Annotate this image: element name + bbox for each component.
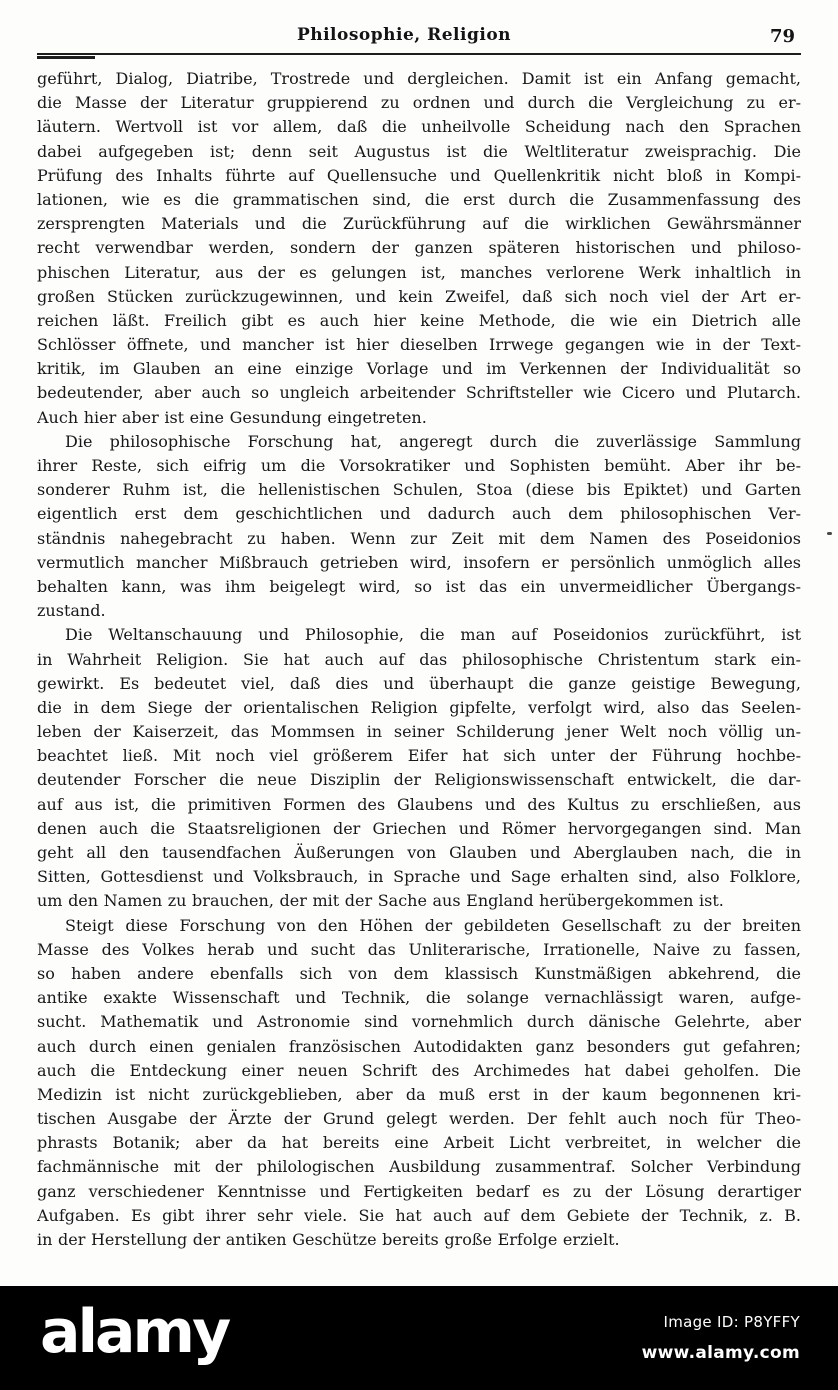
text-line: beachtet ließ. Mit noch viel größerem Eifer hat sich unter der Führung hochbe- — [37, 746, 801, 766]
text-line: antike exakte Wissenschaft und Technik, die solange vernachlässigt waren, aufge- — [37, 988, 801, 1008]
text-line: sucht. Mathematik und Astronomie sind vornehmlich durch dänische Gelehrte, aber — [37, 1012, 801, 1032]
header-rule — [37, 53, 801, 55]
text-line: zustand. — [37, 601, 106, 621]
text-line: die in dem Siege der orientalischen Religion gipfelte, verfolgt wird, also das Seelen- — [37, 697, 801, 717]
text-line: vermutlich mancher Mißbrauch getrieben wird, insofern er persönlich unmöglich alles — [37, 552, 801, 572]
paragraph — [37, 430, 801, 624]
paragraph — [37, 67, 801, 430]
text-line: großen Stücken zurückzugewinnen, und kein Zweifel, daß sich noch viel der Art er- — [37, 286, 801, 306]
text-line: so haben andere ebenfalls sich von dem klassisch Kunstmäßigen abkehrend, die — [37, 963, 801, 983]
paragraph — [37, 914, 801, 1253]
running-head-title: Philosophie, Religion — [296, 25, 512, 45]
text-line: Masse des Volkes herab und sucht das Unliterarische, Irrationelle, Naive zu fassen, — [37, 939, 801, 959]
header-rule-accent — [37, 56, 95, 59]
text-line: phrasts Botanik; aber da hat bereits eine Arbeit Licht verbreitet, in welcher die — [37, 1133, 801, 1153]
text-line: Die Weltanschauung und Philosophie, die man auf Poseidonios zurückführt, ist — [65, 625, 801, 645]
text-line: auf aus ist, die primitiven Formen des Glaubens und des Kultus zu erschließen, aus — [37, 794, 801, 814]
text-line: fachmännische mit der philologischen Ausbildung zusammentraf. Solcher Verbindung — [37, 1157, 801, 1177]
text-line: bedeutender, aber auch so ungleich arbeitender Schriftsteller wie Cicero und Plutarch. — [37, 383, 801, 403]
text-line: Medizin ist nicht zurückgeblieben, aber da muß erst in der kaum begonnenen kri- — [37, 1084, 801, 1104]
text-line: behalten kann, was ihm beigelegt wird, so ist das ein unvermeidlicher Übergangs- — [37, 576, 801, 596]
text-line: Auch hier aber ist eine Gesundung eingetreten. — [37, 407, 427, 427]
text-line: eigentlich erst dem geschichtlichen und dadurch auch dem philosophischen Ver- — [37, 504, 801, 524]
text-line: lationen, wie es die grammatischen sind, die erst durch die Zusammenfassung des — [37, 189, 801, 209]
text-line: auch durch einen genialen französischen Autodidakten ganz besonders gut gefahren; — [37, 1036, 801, 1056]
text-line: läutern. Wertvoll ist vor allem, daß die unheilvolle Scheidung nach den Sprachen — [37, 117, 801, 137]
text-line: geführt, Dialog, Diatribe, Trostrede und dergleichen. Damit ist ein Anfang gemacht, — [37, 69, 801, 88]
text-line: dabei aufgegeben ist; denn seit Augustus ist die Weltliteratur zweisprachig. Die — [37, 141, 801, 161]
text-line: in Wahrheit Religion. Sie hat auch auf das philosophische Christentum stark ein- — [37, 649, 801, 669]
text-line: zersprengten Materials und die Zurückführung auf die wirklichen Gewährsmänner — [37, 214, 801, 234]
text-line: ständnis nahegebracht zu haben. Wenn zur Zeit mit dem Namen des Poseidonios — [37, 528, 801, 548]
text-line: phischen Literatur, aus der es gelungen ist, manches verlorene Werk inhaltlich in — [37, 262, 801, 282]
text-line: denen auch die Staatsreligionen der Griechen und Römer hervorgegangen sind. Man — [37, 818, 801, 838]
text-line: um den Namen zu brauchen, der mit der Sache aus England herübergekommen ist. — [37, 891, 724, 911]
text-line: ihrer Reste, sich eifrig um die Vorsokratiker und Sophisten bemüht. Aber ihr be- — [37, 456, 801, 475]
text-line: ganz verschiedener Kenntnisse und Fertigkeiten bedarf es zu der Lösung derartiger — [37, 1181, 801, 1201]
text-line: reichen läßt. Freilich gibt es auch hier keine Methode, die wie ein Dietrich alle — [37, 310, 801, 330]
watermark-url-text: www.alamy.com — [641, 1343, 800, 1363]
text-line: sonderer Ruhm ist, die hellenistischen Schulen, Stoa (diese bis Epiktet) und Garten — [37, 480, 801, 500]
text-line: deutender Forscher die neue Disziplin der Religionswissenschaft entwickelt, die dar- — [37, 770, 801, 790]
text-line: kritik, im Glauben an eine einzige Vorlage und im Verkennen der Individualität so — [37, 359, 801, 379]
alamy-logo: alamy — [40, 1297, 229, 1367]
image-id-text: Image ID: P8YFFY — [663, 1313, 800, 1331]
text-line: Aufgaben. Es gibt ihrer sehr viele. Sie hat auch auf dem Gebiete der Technik, z. B. — [37, 1205, 801, 1225]
text-line: leben der Kaiserzeit, das Mommsen in seiner Schilderung jener Welt noch völlig un- — [37, 722, 801, 742]
text-line: recht verwendbar werden, sondern der ganzen späteren historischen und philoso- — [37, 238, 801, 258]
text-line: Sitten, Gottesdienst und Volksbrauch, in Sprache und Sage erhalten sind, also Folklore, — [37, 867, 801, 887]
watermark-bar — [0, 1286, 838, 1390]
text-line: tischen Ausgabe der Ärzte der Grund gelegt werden. Der fehlt auch noch für Theo- — [37, 1109, 801, 1129]
scan-artifact-mark — [827, 532, 832, 535]
text-line: Schlösser öffnete, und mancher ist hier dieselben Irrwege gegangen wie in der Text- — [37, 335, 801, 355]
text-line: Die philosophische Forschung hat, angeregt durch die zuverlässige Sammlung — [65, 431, 801, 451]
page-number: 79 — [769, 26, 795, 47]
page-header — [37, 25, 801, 48]
text-line: Steigt diese Forschung von den Höhen der gebildeten Gesellschaft zu der breiten — [65, 915, 801, 935]
text-line: geht all den tausendfachen Äußerungen von Glauben und Aberglauben nach, die in — [37, 843, 801, 862]
paragraph — [37, 623, 801, 913]
watermark-meta — [642, 1313, 800, 1363]
text-line: die Masse der Literatur gruppierend zu ordnen und durch die Vergleichung zu er- — [37, 93, 801, 113]
text-line: gewirkt. Es bedeutet viel, daß dies und überhaupt die ganze geistige Bewegung, — [37, 673, 801, 693]
text-line: in der Herstellung der antiken Geschütze bereits große Erfolge erzielt. — [37, 1230, 620, 1249]
text-line: auch die Entdeckung einer neuen Schrift des Archimedes hat dabei geholfen. Die — [37, 1060, 801, 1080]
page-body-text — [37, 67, 801, 1252]
text-line: Prüfung des Inhalts führte auf Quellensuche und Quellenkritik nicht bloß in Kompi- — [37, 165, 801, 185]
